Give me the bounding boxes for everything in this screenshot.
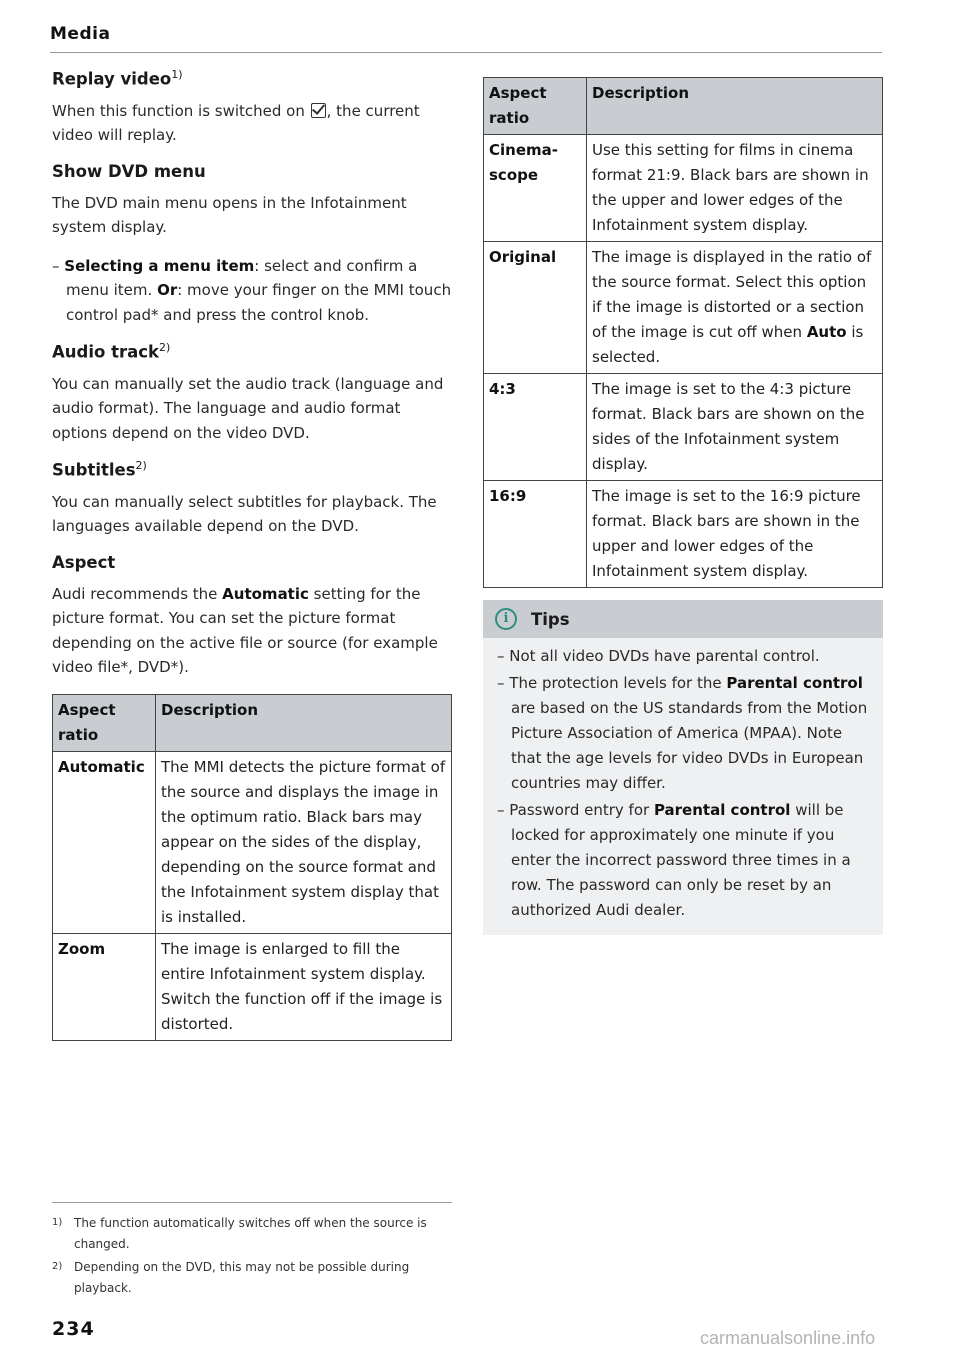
replay-video-heading: Replay video$^{1)}$ <box>52 68 183 89</box>
replay-video-text: When this function is switched on , the current video will replay. <box>52 101 420 144</box>
dvd-menu-heading: Show DVD menu <box>52 161 206 181</box>
right-column <box>483 77 883 935</box>
table-cell-key: 4:3 <box>484 374 587 481</box>
table-header-row <box>484 78 883 135</box>
footnote <box>52 1257 452 1298</box>
left-column <box>52 68 452 1041</box>
page-header <box>50 24 882 53</box>
tip-item: – Not all video DVDs have parental control. <box>497 647 820 665</box>
watermark: carmanualsonline.info <box>700 1328 876 1348</box>
table-row <box>53 933 452 1040</box>
footnote <box>52 1213 452 1254</box>
footnote-text: The function automatically switches off when the source is changed. <box>74 1216 427 1251</box>
table-row <box>484 374 883 481</box>
footnotes <box>52 1202 452 1301</box>
tip-item: – The protection levels for the Parental control are based on the US standards from the Motion Picture Association of America (MPAA). Note that the age levels for video DVDs in European countries may differ. <box>497 674 868 792</box>
info-icon: i <box>495 608 517 630</box>
tips-body <box>483 638 883 935</box>
table-cell-desc: The image is enlarged to fill the entire Infotainment system display. Switch the function off if the image is distorted. <box>156 933 452 1040</box>
table-header-row <box>53 694 452 751</box>
section-title: Media <box>50 24 111 44</box>
footnote-mark: 2) <box>52 1261 63 1272</box>
table-row <box>484 242 883 374</box>
footnote-mark: 1) <box>52 1217 63 1228</box>
dvd-menu-text: The DVD main menu opens in the Infotainment system display. <box>52 193 407 236</box>
table-cell-desc: The image is set to the 4:3 picture format. Black bars are shown on the sides of the Infotainment system display. <box>587 374 883 481</box>
table-cell-key: Original <box>484 242 587 374</box>
checkbox-checked-icon <box>311 103 326 118</box>
table-row <box>53 751 452 933</box>
table-cell-key: 16:9 <box>484 481 587 588</box>
menu-step: – Selecting a menu item: select and confirm a menu item. Or: move your finger on the MMI touch control pad* and press the control knob. <box>52 256 452 324</box>
table-header-aspect: Aspect ratio <box>484 78 587 135</box>
table-cell-key: Zoom <box>53 933 156 1040</box>
tips-header <box>483 600 883 638</box>
page-number: 234 <box>52 1318 95 1340</box>
aspect-text: Audi recommends the Automatic setting for the picture format. You can set the picture format depending on the active file or source (for example video file*, DVD*). <box>52 584 438 676</box>
aspect-table-right <box>483 77 883 588</box>
audio-track-heading: Audio track$^{2)}$ <box>52 341 171 362</box>
tips-label: Tips <box>531 609 570 629</box>
aspect-table-left <box>52 694 452 1041</box>
table-cell-desc: The image is set to the 16:9 picture format. Black bars are shown in the upper and lower edges of the Infotainment system display. <box>587 481 883 588</box>
table-header-description: Description <box>587 78 883 135</box>
tip-item: – Password entry for Parental control will be locked for approximately one minute if you enter the incorrect password three times in a row. The password can only be reset by an authorized Audi dealer. <box>497 801 851 919</box>
table-cell-key: Automatic <box>53 751 156 933</box>
table-cell-desc: The MMI detects the picture format of the source and displays the image in the optimum ratio. Black bars may appear on the sides of the display, depending on the source format and the Infotainment system display that is installed. <box>156 751 452 933</box>
tips-box <box>483 600 883 935</box>
table-cell-desc: Use this setting for films in cinema format 21:9. Black bars are shown in the upper and lower edges of the Infotainment system display. <box>587 135 883 242</box>
table-header-description: Description <box>156 694 452 751</box>
table-cell-desc: The image is displayed in the ratio of the source format. Select this option if the image is distorted or a section of the image is cut off when Auto is selected. <box>587 242 883 374</box>
audio-track-text: You can manually set the audio track (language and audio format). The language and audio format options depend on the video DVD. <box>52 374 444 442</box>
table-row <box>484 135 883 242</box>
table-cell-key: Cinema-scope <box>484 135 587 242</box>
table-row <box>484 481 883 588</box>
subtitles-heading: Subtitles$^{2)}$ <box>52 459 147 480</box>
aspect-heading: Aspect <box>52 552 116 572</box>
subtitles-text: You can manually select subtitles for playback. The languages available depend on the DVD. <box>52 492 437 535</box>
footnote-text: Depending on the DVD, this may not be possible during playback. <box>74 1260 410 1295</box>
table-header-aspect: Aspect ratio <box>53 694 156 751</box>
